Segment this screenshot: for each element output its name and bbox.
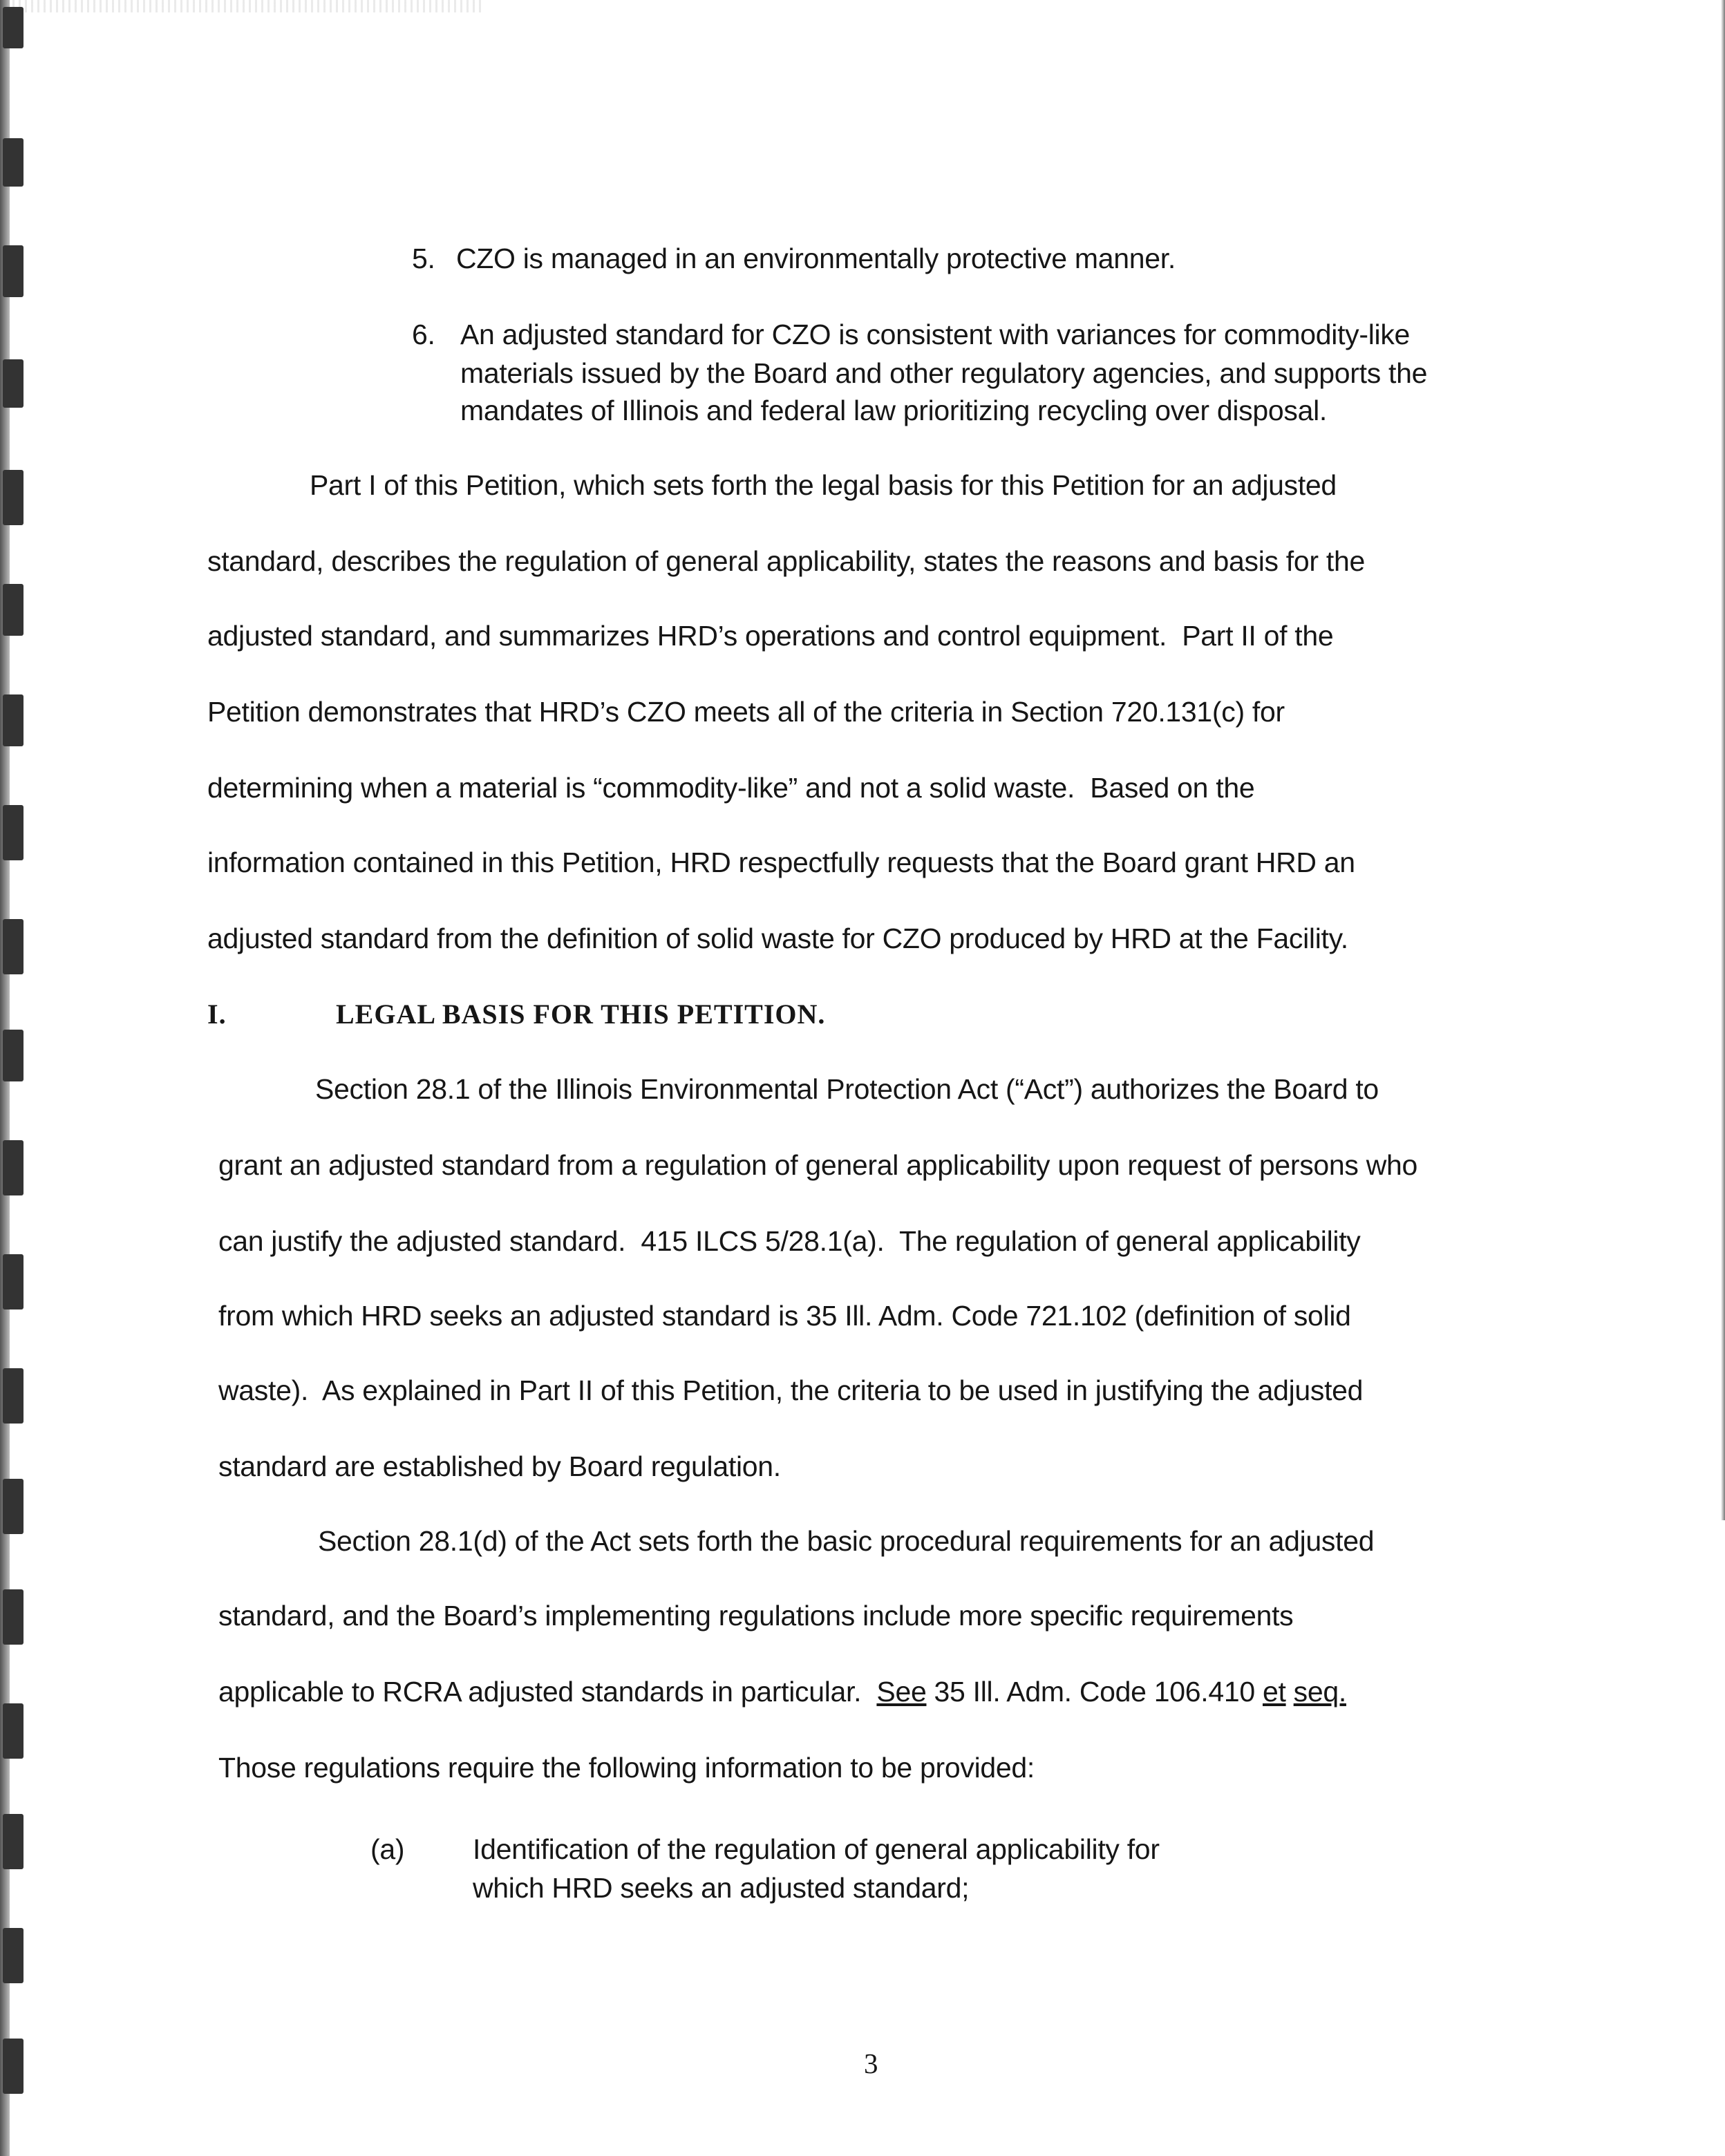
text-line: Section 28.1 of the Illinois Environmental Protection Act (“Act”) authorizes the Board to [315, 1073, 1379, 1105]
scan-edge-right [1721, 0, 1725, 1520]
sub-item-label: (a) [370, 1833, 405, 1865]
text-line: from which HRD seeks an adjusted standard is 35 Ill. Adm. Code 721.102 (definition of solid [218, 1300, 1351, 1332]
text-line: Those regulations require the following information to be provided: [218, 1752, 1035, 1784]
text-line: standard are established by Board regulation. [218, 1450, 781, 1482]
citation: 35 Ill. Adm. Code 106.410 [926, 1676, 1263, 1708]
text-line: Petition demonstrates that HRD’s CZO meets all of the criteria in Section 720.131(c) for [207, 696, 1285, 728]
heading-number: I. [207, 999, 227, 1030]
list-text: CZO is managed in an environmentally protective manner. [456, 243, 1176, 274]
list-text: materials issued by the Board and other regulatory agencies, and supports the [460, 357, 1428, 389]
text-line: Part I of this Petition, which sets forth the legal basis for this Petition for an adjusted [310, 469, 1337, 501]
page-number: 3 [864, 2048, 878, 2079]
text-line: waste). As explained in Part II of this Petition, the criteria to be used in justifying the adjusted [218, 1374, 1364, 1406]
citation-et: et [1262, 1676, 1286, 1708]
text: applicable to RCRA adjusted standards in particular. [218, 1676, 877, 1708]
list-number: 6. [412, 319, 435, 350]
citation-seq: seq. [1293, 1676, 1346, 1708]
sub-item-text: which HRD seeks an adjusted standard; [473, 1872, 970, 1904]
text-line: can justify the adjusted standard. 415 ILCS 5/28.1(a). The regulation of general applicability [218, 1225, 1361, 1257]
text-line: information contained in this Petition, HRD respectfully requests that the Board grant HRD an [207, 847, 1355, 878]
list-number: 5. [412, 243, 435, 274]
list-text: An adjusted standard for CZO is consistent with variances for commodity-like [460, 319, 1411, 350]
sub-item-text: Identification of the regulation of general applicability for [473, 1833, 1160, 1865]
text-line-citation [218, 1674, 1346, 1709]
list-text: mandates of Illinois and federal law prioritizing recycling over disposal. [460, 395, 1327, 426]
citation-signal: See [876, 1676, 927, 1708]
text-line: determining when a material is “commodity-like” and not a solid waste. Based on the [207, 772, 1255, 804]
text-line: grant an adjusted standard from a regulation of general applicability upon request of persons who [218, 1149, 1418, 1181]
text-line: adjusted standard, and summarizes HRD’s operations and control equipment. Part II of the [207, 620, 1334, 652]
heading-title: LEGAL BASIS FOR THIS PETITION. [336, 999, 826, 1030]
text-line: Section 28.1(d) of the Act sets forth the basic procedural requirements for an adjusted [318, 1525, 1375, 1557]
scan-noise [0, 0, 484, 12]
text-line: adjusted standard from the definition of solid waste for CZO produced by HRD at the Facility. [207, 923, 1348, 954]
text-line: standard, and the Board’s implementing regulations include more specific requirements [218, 1600, 1294, 1632]
text-line: standard, describes the regulation of general applicability, states the reasons and basis for the [207, 545, 1365, 577]
